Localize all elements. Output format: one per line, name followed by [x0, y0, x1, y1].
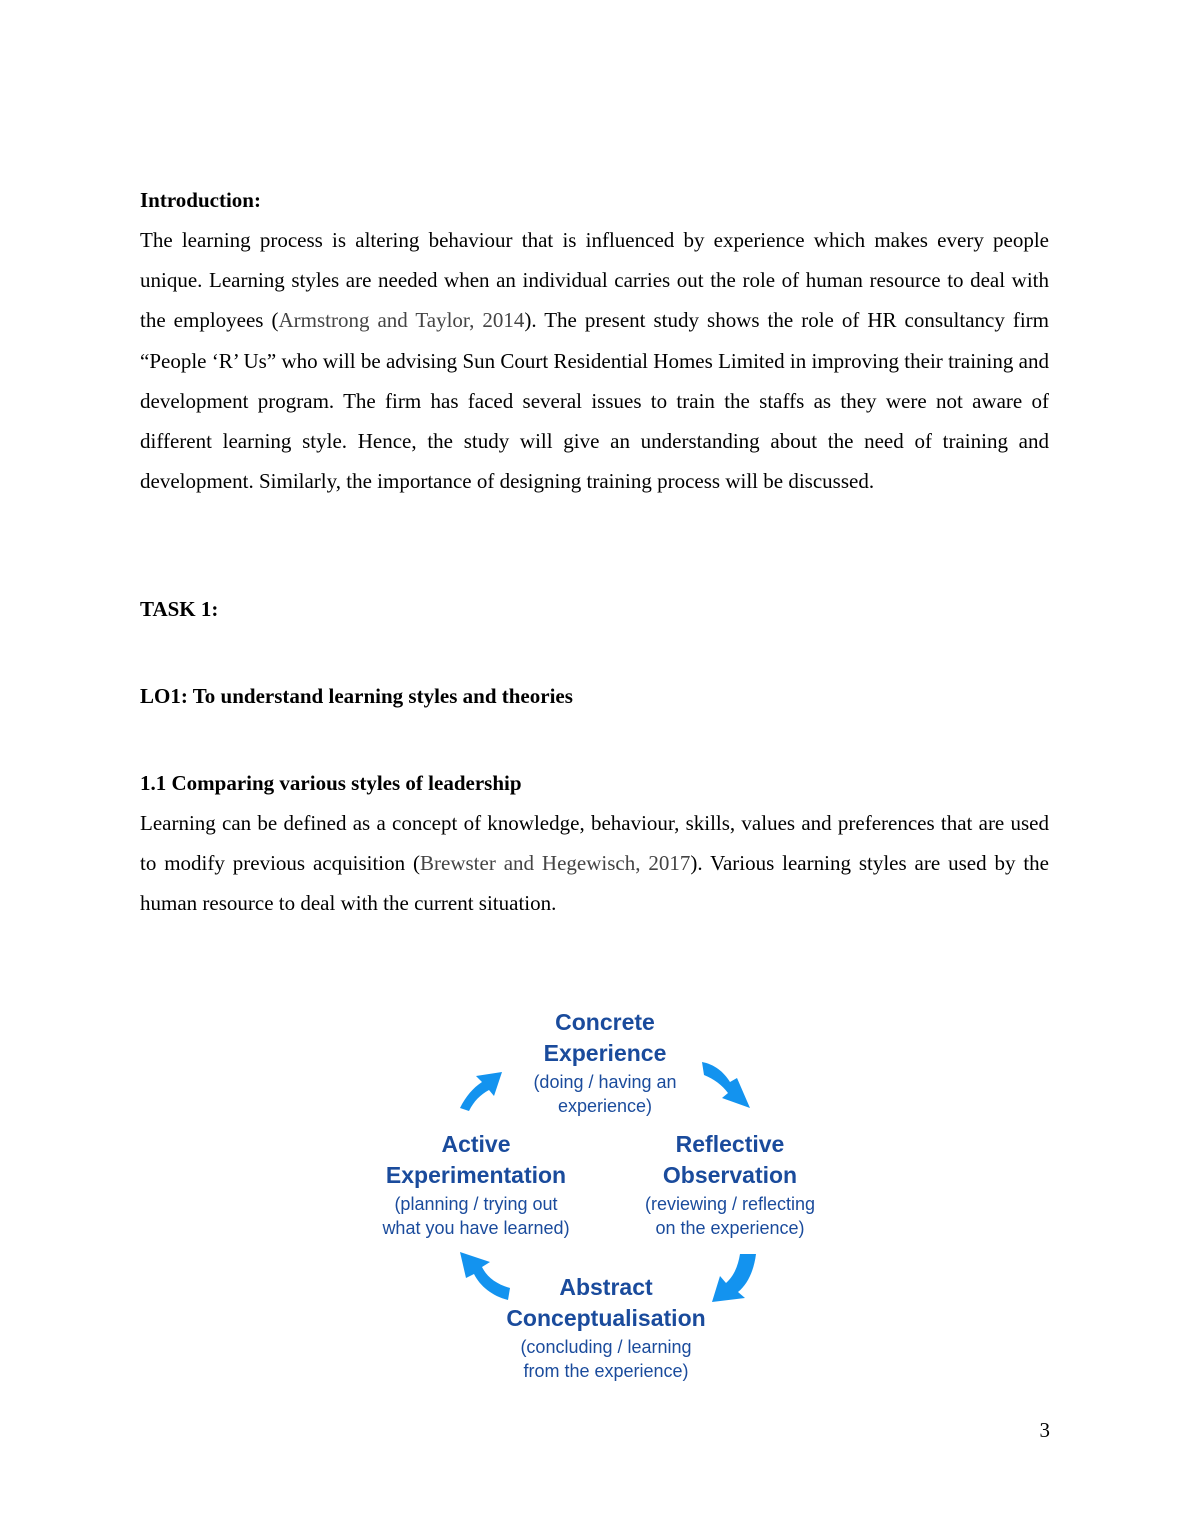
arrow-abstract-to-active-icon — [460, 1252, 510, 1300]
active-title-line-1: Active — [441, 1131, 511, 1157]
concrete-subtitle-line-1: (doing / having an — [533, 1072, 677, 1092]
concrete-title-line-2: Experience — [543, 1040, 667, 1066]
arrow-reflective-to-abstract-icon — [712, 1254, 756, 1302]
section-text-part-1: Learning can be defined as a concept of knowledge, behaviour, skills, values and preferences that are used to modify previous acquisition ( — [140, 811, 1049, 876]
arrow-active-to-concrete-icon — [460, 1072, 502, 1111]
abstract-subtitle-line-1: (concluding / learning — [520, 1337, 692, 1357]
section-text-part-2: ). Various learning styles are used by the human resource to deal with the current situation. — [140, 851, 1049, 916]
abstract-subtitle-line-2: from the experience) — [523, 1361, 689, 1381]
lo1-heading: LO1: To understand learning styles and theories — [140, 684, 573, 708]
intro-text-part-1: The learning process is altering behaviour that is influenced by experience which makes every people unique. Learning styles are needed when an individual carries out the role of human resource to deal with the employees ( — [140, 228, 1049, 333]
introduction-heading: Introduction: — [140, 188, 261, 212]
intro-citation: Armstrong and Taylor, 2014 — [278, 308, 525, 333]
concrete-subtitle-line-2: experience) — [557, 1096, 653, 1116]
reflective-subtitle-line-1: (reviewing / reflecting — [644, 1194, 816, 1214]
abstract-title-line-1: Abstract — [559, 1274, 653, 1300]
concrete-title-line-1: Concrete — [555, 1009, 655, 1035]
reflective-subtitle-line-2: on the experience) — [655, 1218, 805, 1238]
page-number: 3 — [1039, 1418, 1050, 1442]
active-subtitle-line-2: what you have learned) — [382, 1218, 570, 1238]
kolb-learning-cycle-figure — [368, 1000, 828, 1390]
section-1-1-heading: 1.1 Comparing various styles of leadership — [140, 771, 522, 795]
section-citation: Brewster and Hegewisch, 2017 — [420, 851, 691, 876]
introduction-paragraph — [140, 220, 1049, 501]
active-subtitle-line-1: (planning / trying out — [394, 1194, 558, 1214]
intro-text-part-2: ). The present study shows the role of HR consultancy firm “People ‘R’ Us” who will be advising Sun Court Residential Homes Limited in improving their training and development program. The firm has faced several issues to train the staffs as they were not aware of different learning style. Hence, the study will give an understanding about the need of training and development. Similarly, the importance of designing training process will be discussed. — [140, 308, 1049, 494]
reflective-title-line-2: Observation — [662, 1162, 798, 1188]
section-1-1-paragraph — [140, 803, 1049, 924]
reflective-title-line-1: Reflective — [675, 1131, 785, 1157]
task-1-heading: TASK 1: — [140, 597, 219, 621]
active-title-line-2: Experimentation — [385, 1162, 567, 1188]
arrow-concrete-to-reflective-icon — [702, 1062, 750, 1108]
abstract-title-line-2: Conceptualisation — [506, 1305, 706, 1331]
